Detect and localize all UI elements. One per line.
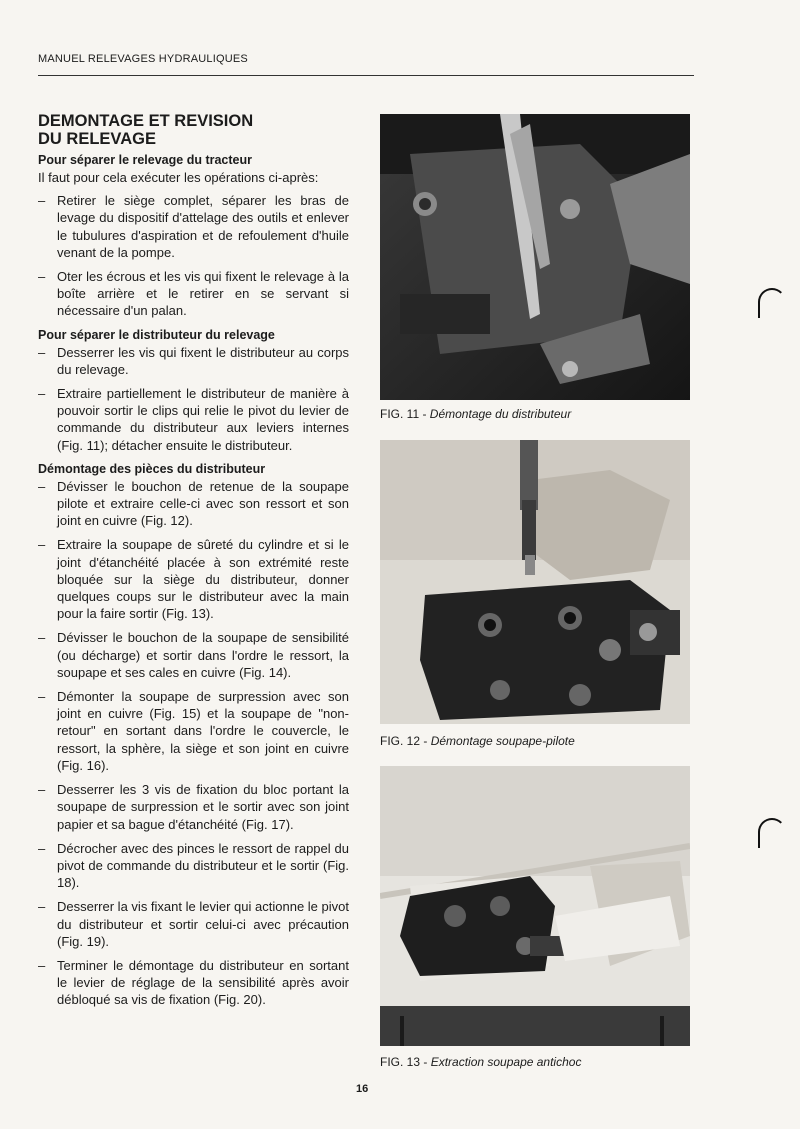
step-list bbox=[38, 344, 349, 454]
figure-13-title: Extraction soupape antichoc bbox=[430, 1055, 582, 1069]
list-item: – Retirer le siège complet, séparer les bras de levage du dispositif d'attelage des outils et enlever le tubulures d'aspiration et de refoulement d'huile venant de la pompe. bbox=[38, 192, 349, 261]
list-item: – Extraire partiellement le distributeur de manière à pouvoir sortir le clips qui relie le pivot du levier de commande du distributeur aux leviers internes (Fig. 11); détacher ensuite le distributeur. bbox=[38, 385, 349, 454]
list-item: – Desserrer les vis qui fixent le distributeur au corps du relevage. bbox=[38, 344, 349, 378]
binder-hole-bottom bbox=[758, 818, 786, 848]
list-item: – Démonter la soupape de surpression avec son joint en cuivre (Fig. 15) et la soupape de "non-retour" en sortant dans l'ordre le couvercle, le ressort, la sphère, la siège et son joint en cuivre (Fig. 16). bbox=[38, 688, 349, 774]
figure-12-title: Démontage soupape-pilote bbox=[430, 734, 575, 748]
header-title: MANUEL RELEVAGES HYDRAULIQUES bbox=[38, 53, 248, 65]
figure-11-label: FIG. 11 - bbox=[380, 407, 430, 421]
step-list bbox=[38, 192, 349, 319]
figure-11-title: Démontage du distributeur bbox=[429, 407, 572, 421]
section-heading: Démontage des pièces du distributeur bbox=[38, 461, 266, 476]
figure-13-caption bbox=[380, 1055, 581, 1069]
text-column bbox=[38, 112, 349, 1016]
section-intro: Il faut pour cela exécuter les opérations ci-après: bbox=[38, 170, 319, 185]
binder-hole-top bbox=[758, 288, 786, 318]
figure-12-photo bbox=[380, 440, 690, 724]
list-item: – Extraire la soupape de sûreté du cylindre et si le joint d'étanchéité placée à son extrémité reste bloquée sur la siège du distributeur, donner quelques coups sur le distributeur avec la main pour la faire sortir (Fig. 13). bbox=[38, 536, 349, 622]
figure-11-caption bbox=[380, 407, 571, 421]
figure-11-photo bbox=[380, 114, 690, 400]
page-number: 16 bbox=[356, 1083, 369, 1095]
page-title bbox=[38, 112, 349, 148]
step-list bbox=[38, 478, 349, 1009]
figure-13-photo bbox=[380, 766, 690, 1046]
figure-column bbox=[380, 0, 690, 1129]
page-title-line-2: DU RELEVAGE bbox=[38, 130, 156, 148]
list-item: – Desserrer les 3 vis de fixation du bloc portant la soupape de surpression et le sortir avec son joint papier et sa bague d'étanchéité (Fig. 17). bbox=[38, 781, 349, 833]
list-item: – Dévisser le bouchon de la soupape de sensibilité (ou décharge) et sortir dans l'ordre le ressort, la soupape et ses cales en cuivre (Fig. 14). bbox=[38, 629, 349, 681]
list-item: – Terminer le démontage du distributeur en sortant le levier de réglage de la sensibilité après avoir débloqué sa vis de fixation (Fig. 20). bbox=[38, 957, 349, 1009]
figure-13-label: FIG. 13 - bbox=[380, 1055, 431, 1069]
list-item: – Desserrer la vis fixant le levier qui actionne le pivot du distributeur et sortir celui-ci avec précaution (Fig. 19). bbox=[38, 898, 349, 950]
section-heading: Pour séparer le relevage du tracteur bbox=[38, 153, 252, 167]
figure-12-caption bbox=[380, 734, 575, 748]
list-item: – Décrocher avec des pinces le ressort de rappel du pivot de commande du distributeur et le sortir (Fig. 18). bbox=[38, 840, 349, 892]
list-item: – Oter les écrous et les vis qui fixent le relevage à la boîte arrière et le retirer en se servant si nécessaire d'un palan. bbox=[38, 268, 349, 320]
list-item: – Dévisser le bouchon de retenue de la soupape pilote et extraire celle-ci avec son ressort et son joint en cuivre (Fig. 12). bbox=[38, 478, 349, 530]
figure-12-label: FIG. 12 - bbox=[380, 734, 431, 748]
page-title-line-1: DEMONTAGE ET REVISION bbox=[38, 112, 254, 130]
section-heading: Pour séparer le distributeur du relevage bbox=[38, 327, 275, 342]
